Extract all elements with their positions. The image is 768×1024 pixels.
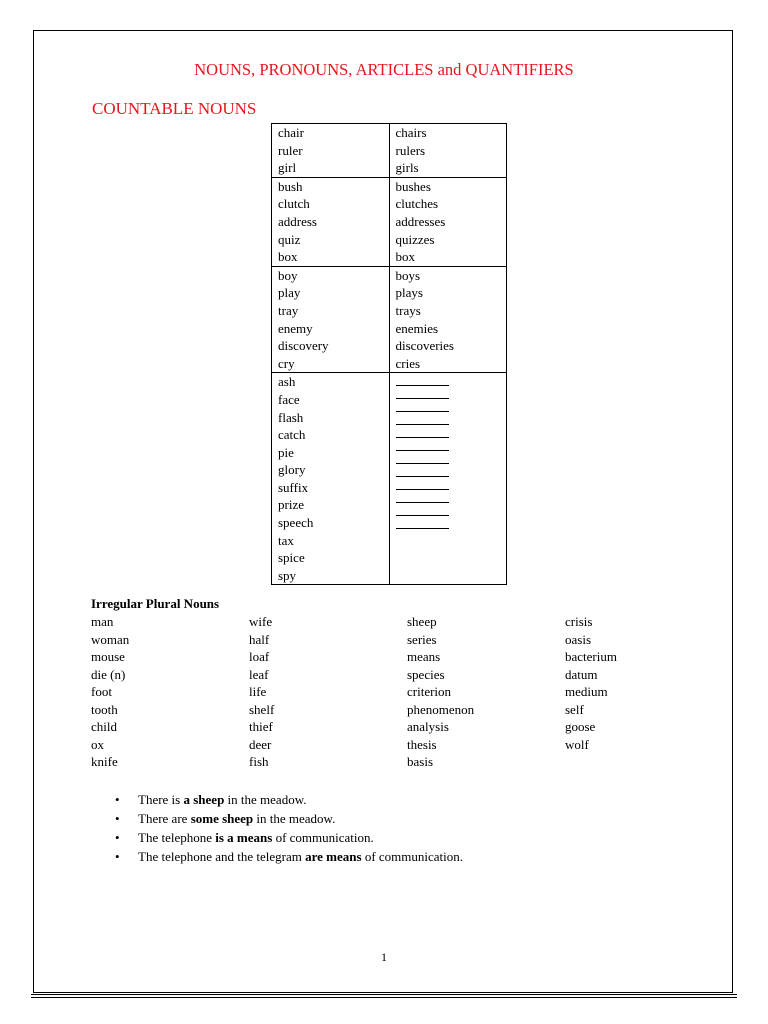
fill-in-blank-line — [396, 477, 449, 490]
page-title: NOUNS, PRONOUNS, ARTICLES and QUANTIFIERS — [194, 60, 574, 79]
singular-noun: clutch — [278, 196, 310, 212]
irregular-noun: die (n) — [91, 666, 126, 682]
singular-noun: discovery — [278, 338, 329, 354]
irregular-column-1 — [91, 613, 129, 771]
irregular-noun: shelf — [249, 701, 275, 717]
noun-group — [272, 124, 507, 178]
irregular-noun: phenomenon — [407, 701, 475, 717]
irregular-noun: woman — [91, 631, 130, 647]
fill-in-blank-line — [396, 373, 449, 386]
plural-noun: discoveries — [395, 338, 454, 354]
irregular-noun: self — [565, 701, 584, 717]
example-sentence — [93, 809, 463, 828]
fill-in-blank-line — [396, 516, 449, 529]
irregular-noun: series — [407, 631, 437, 647]
plural-noun: box — [395, 249, 415, 265]
irregular-noun: knife — [91, 754, 118, 769]
irregular-noun: criterion — [407, 684, 452, 699]
noun-group-row — [272, 373, 507, 585]
noun-group-row — [272, 124, 507, 178]
plural-blank — [396, 425, 507, 438]
irregular-noun: analysis — [407, 719, 449, 734]
fill-in-blank-line — [396, 503, 449, 516]
fill-in-blank-line — [396, 412, 449, 425]
irregular-noun: sheep — [407, 614, 437, 629]
emphasized-phrase: some sheep — [190, 811, 254, 826]
sentence-text: The telephone and the telegram — [138, 849, 306, 864]
irregular-plural-heading: Irregular Plural Nouns — [91, 596, 220, 611]
plural-noun: girls — [395, 160, 419, 176]
irregular-noun: bacterium — [565, 649, 617, 664]
noun-group — [272, 177, 507, 266]
singular-noun: box — [278, 249, 298, 265]
fill-in-blank-line — [396, 399, 449, 412]
plural-blank — [396, 516, 507, 529]
singular-noun: prize — [278, 497, 304, 513]
singular-noun: ash — [278, 374, 296, 390]
bullet-icon: • — [115, 811, 120, 826]
singular-noun: catch — [278, 427, 306, 443]
plural-blank — [396, 503, 507, 516]
emphasized-phrase: is a means — [215, 830, 273, 845]
plural-blank — [396, 399, 507, 412]
sentence-text: There is — [138, 792, 184, 807]
example-sentences — [93, 790, 463, 866]
singular-noun: tray — [278, 302, 299, 318]
singular-noun: spy — [278, 567, 297, 583]
bullet-icon: • — [115, 849, 120, 864]
singular-cell — [272, 124, 390, 178]
sentence-text: of communication. — [361, 849, 464, 864]
plural-noun: plays — [395, 285, 423, 301]
plural-noun: rulers — [395, 142, 426, 158]
emphasized-phrase: a sheep — [183, 792, 225, 807]
plural-blank — [396, 464, 507, 477]
plural-blank — [396, 438, 507, 451]
irregular-column-2 — [249, 613, 274, 771]
singular-noun: ruler — [278, 142, 303, 158]
singular-noun: cry — [278, 355, 295, 371]
irregular-noun: wolf — [565, 736, 589, 752]
irregular-noun: leaf — [249, 666, 269, 682]
irregular-noun: tooth — [91, 701, 118, 717]
plural-noun: chairs — [395, 125, 427, 140]
fill-in-blank-line — [396, 438, 449, 451]
noun-group — [272, 266, 507, 373]
plural-cell — [389, 124, 507, 178]
irregular-noun: child — [91, 719, 117, 734]
singular-noun: address — [278, 213, 317, 229]
noun-group-row — [272, 177, 507, 266]
sentence-text: There are — [138, 811, 191, 826]
plural-blank — [396, 477, 507, 490]
countable-nouns-table — [271, 123, 507, 585]
singular-noun: speech — [278, 515, 314, 531]
irregular-column-3 — [407, 613, 474, 771]
irregular-noun: fish — [249, 754, 269, 769]
example-sentence — [93, 790, 463, 809]
singular-noun: play — [278, 285, 301, 301]
irregular-noun: thief — [249, 719, 273, 734]
bullet-icon: • — [115, 830, 120, 845]
section-heading-countable-nouns: COUNTABLE NOUNS — [92, 99, 257, 118]
singular-noun: enemy — [278, 320, 313, 336]
singular-noun: chair — [278, 125, 304, 140]
irregular-noun: life — [249, 684, 267, 699]
singular-noun: quiz — [278, 231, 301, 247]
singular-noun: face — [278, 391, 300, 407]
singular-noun: bush — [278, 178, 303, 194]
irregular-noun: wife — [249, 614, 273, 629]
irregular-noun: datum — [565, 666, 598, 682]
irregular-noun: foot — [91, 684, 112, 699]
irregular-noun: man — [91, 614, 114, 629]
plural-blank — [396, 490, 507, 503]
irregular-noun: deer — [249, 736, 272, 752]
irregular-noun: oasis — [565, 631, 591, 647]
sentence-text: of communication. — [272, 830, 374, 845]
fill-in-blank-line — [396, 425, 449, 438]
plural-noun: cries — [395, 355, 421, 371]
plural-cell — [389, 373, 507, 585]
singular-cell — [272, 177, 390, 266]
plural-cell — [389, 177, 507, 266]
plural-noun: boys — [395, 267, 421, 283]
plural-blank — [396, 373, 507, 386]
singular-noun: spice — [278, 550, 305, 566]
bottom-rule-double — [31, 997, 737, 998]
singular-noun: boy — [278, 267, 298, 283]
plural-noun: bushes — [395, 178, 431, 194]
plural-blank — [396, 386, 507, 399]
fill-in-blank-line — [396, 386, 449, 399]
noun-group-row — [272, 266, 507, 373]
irregular-noun: species — [407, 666, 445, 682]
singular-noun: flash — [278, 409, 304, 425]
singular-cell — [272, 266, 390, 373]
irregular-noun: basis — [407, 754, 433, 769]
irregular-noun: medium — [565, 684, 608, 699]
plural-noun: addresses — [395, 213, 446, 229]
plural-noun: enemies — [395, 320, 439, 336]
singular-noun: suffix — [278, 479, 309, 495]
irregular-noun: means — [407, 649, 441, 664]
irregular-noun: loaf — [249, 649, 270, 664]
example-sentence — [93, 828, 463, 847]
singular-noun: glory — [278, 462, 306, 478]
irregular-noun: thesis — [407, 736, 437, 752]
singular-noun: pie — [278, 444, 294, 460]
plural-noun: quizzes — [395, 231, 435, 247]
fill-in-blank-line — [396, 490, 449, 503]
irregular-noun: half — [249, 631, 270, 647]
emphasized-phrase: are means — [305, 849, 362, 864]
singular-noun: girl — [278, 160, 297, 176]
noun-group — [272, 373, 507, 585]
singular-noun: tax — [278, 532, 294, 548]
bullet-icon: • — [115, 792, 120, 807]
plural-cell — [389, 266, 507, 373]
plural-blank — [396, 412, 507, 425]
sentence-text: in the meadow. — [253, 811, 336, 826]
sentence-text: in the meadow. — [224, 792, 307, 807]
bottom-rule — [31, 994, 737, 995]
fill-in-blank-line — [396, 464, 449, 477]
irregular-noun: ox — [91, 736, 104, 752]
irregular-noun: goose — [565, 719, 596, 734]
plural-noun: trays — [395, 302, 421, 318]
page-number: 1 — [381, 950, 387, 964]
irregular-noun: crisis — [565, 614, 593, 629]
plural-noun: clutches — [395, 196, 439, 212]
plural-blank — [396, 451, 507, 464]
sentence-text: The telephone — [138, 830, 216, 845]
irregular-noun: mouse — [91, 649, 125, 664]
singular-cell — [272, 373, 390, 585]
fill-in-blank-line — [396, 451, 449, 464]
irregular-column-4 — [565, 613, 617, 753]
example-sentence — [93, 847, 463, 866]
